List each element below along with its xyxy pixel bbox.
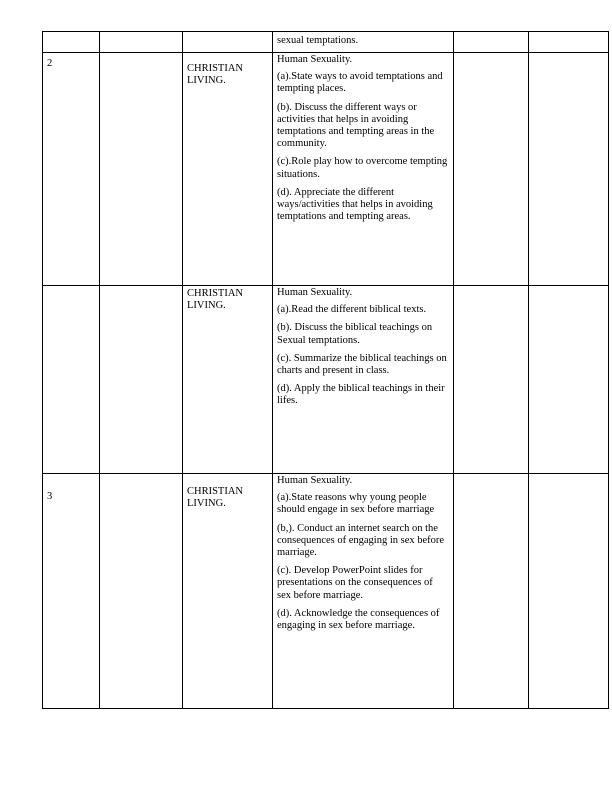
outcome-item: (c). Develop PowerPoint slides for presentations on the consequences of sex before marriage.	[277, 565, 433, 601]
table-row	[43, 286, 609, 474]
outcome-item: (d). Appreciate the different ways/activities that helps in avoiding temptations and tempting areas.	[277, 186, 433, 223]
outcome-item: (a).Read the different biblical texts.	[277, 304, 427, 316]
outcome-item: (a).State reasons why young people should engage in sex before marriage	[277, 492, 435, 516]
strand-cell: CHRISTIAN LIVING.	[183, 53, 273, 286]
blank-cell	[100, 53, 183, 286]
blank-cell	[529, 53, 609, 286]
blank-cell	[454, 286, 529, 474]
outcome-heading: Human Sexuality.	[277, 287, 353, 298]
blank-cell	[100, 286, 183, 474]
outcome-item: (a).State ways to avoid temptations and tempting places.	[277, 71, 443, 95]
week-cell	[43, 32, 100, 53]
outcome-item: (b). Discuss the different ways or activities that helps in avoiding temptations and tempting areas in the community.	[277, 101, 435, 150]
blank-cell	[454, 474, 529, 709]
outcome-item: (b). Discuss the biblical teachings on Sexual temptations.	[277, 322, 433, 346]
outcomes-cell	[273, 474, 454, 709]
outcomes-cell	[273, 286, 454, 474]
table-row	[43, 32, 609, 53]
table-row	[43, 53, 609, 286]
outcome-heading: Human Sexuality.	[277, 54, 353, 65]
outcome-item: (d). Acknowledge the consequences of engaging in sex before marriage.	[277, 607, 440, 632]
strand-cell	[183, 32, 273, 53]
week-cell	[43, 286, 100, 474]
blank-cell	[529, 286, 609, 474]
outcome-item: (c). Summarize the biblical teachings on charts and present in class.	[277, 352, 447, 377]
table-row	[43, 474, 609, 709]
blank-cell	[454, 53, 529, 286]
blank-cell	[454, 32, 529, 53]
outcomes-cell	[273, 32, 454, 53]
outcomes-cell	[273, 53, 454, 286]
outcome-item: (c).Role play how to overcome tempting situations.	[277, 156, 448, 180]
blank-cell	[529, 474, 609, 709]
outcome-text: sexual temptations.	[277, 35, 359, 46]
strand-cell: CHRISTIAN LIVING.	[183, 286, 273, 474]
strand-cell: CHRISTIAN LIVING.	[183, 474, 273, 709]
outcome-heading: Human Sexuality.	[277, 475, 353, 486]
blank-cell	[100, 32, 183, 53]
week-cell: 2	[43, 53, 100, 286]
outcome-item: (b,). Conduct an internet search on the consequences of engaging in sex before marriage.	[277, 522, 445, 559]
scheme-of-work-table	[42, 31, 609, 709]
blank-cell	[529, 32, 609, 53]
blank-cell	[100, 474, 183, 709]
week-cell: 3	[43, 474, 100, 709]
outcome-item: (d). Apply the biblical teachings in their lifes.	[277, 383, 445, 407]
